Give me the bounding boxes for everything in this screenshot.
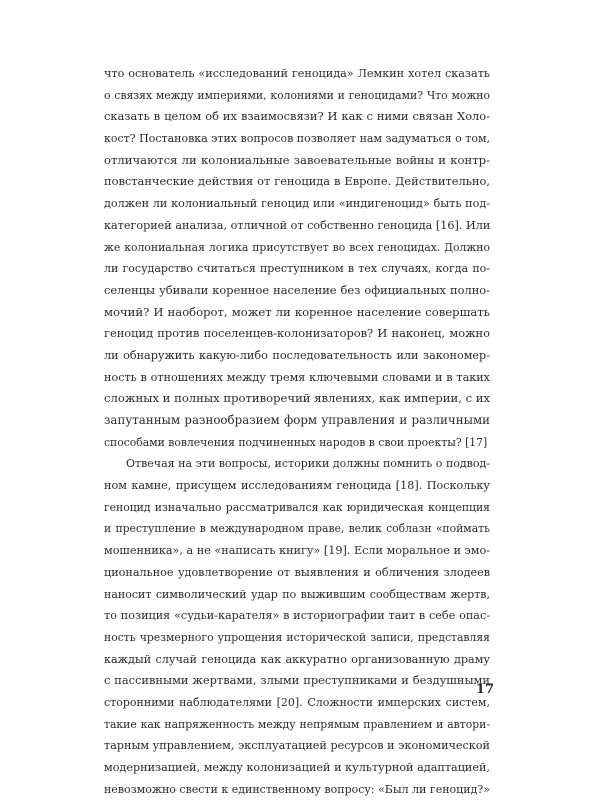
text-line: ность чрезмерного упрощения исторической записи, представляя: [104, 630, 490, 644]
text-line: отличаются ли колониальные завоевательные войны и контр-: [104, 152, 490, 167]
text-line: ном камне, присущем исследованиям геноцида [18]. Поскольку: [104, 479, 490, 493]
text-line: наносит символический удар по выжившим сообществам жертв,: [104, 587, 490, 601]
text-line: геноцид изначально рассматривался как юридическая концепция: [104, 500, 490, 514]
page-number: 17: [475, 682, 494, 697]
text-line: категорией анализа, отличной от собственно геноцида [16]. Или: [104, 218, 491, 232]
paragraph-1: [104, 63, 490, 453]
text-line: должен ли колониальный геноцид или «индигеноцид» быть под-: [104, 197, 490, 211]
text-line: каждый случай геноцида как аккуратно организованную драму: [104, 652, 490, 666]
text-line: сложных и полных противоречий явлениях, как империи, с их: [104, 391, 491, 406]
body-text: [104, 63, 490, 800]
text-line: ность в отношениях между тремя ключевыми словами и в таких: [104, 370, 490, 384]
text-line: же колониальная логика присутствует во всех геноцидах. Должно: [104, 240, 490, 254]
text-line: циональное удовлетворение от выявления и обличения злодеев: [104, 565, 490, 579]
text-line: запутанным разнообразием форм управления и различными: [104, 413, 490, 427]
text-line: Отвечая на эти вопросы, историки должны помнить о подвод-: [126, 457, 490, 471]
text-line: мочий? И наоборот, может ли коренное население совершать: [104, 304, 490, 319]
text-line: способами вовлечения подчиненных народов в свои проекты? [17]: [104, 435, 488, 449]
text-line: селенцы убивали коренное население без официальных полно-: [104, 282, 490, 297]
text-line: и преступление в международном праве, велик соблазн «поймать: [104, 522, 490, 536]
paragraph-2: [104, 453, 490, 800]
text-line: что основатель «исследований геноцида» Лемкин хотел сказать: [104, 67, 490, 80]
text-line: мошенника», а не «написать книгу» [19]. Если моральное и эмо-: [104, 544, 490, 558]
text-line: модернизацией, между колонизацией и культурной адаптацией,: [104, 761, 490, 774]
text-line: с пассивными жертвами, злыми преступниками и бездушными: [104, 673, 490, 688]
text-line: невозможно свести к единственному вопросу: «Был ли геноцид?»: [104, 782, 490, 796]
text-line: ли обнаружить какую-либо последовательность или закономер-: [104, 348, 490, 362]
text-line: то позиция «судьи-карателя» в историографии таит в себе опас-: [104, 609, 490, 623]
text-line: такие как напряженность между непрямым правлением и автори-: [104, 717, 490, 731]
text-line: кост? Постановка этих вопросов позволяет нам задуматься о том,: [104, 132, 490, 146]
text-line: сказать в целом об их взаимосвязи? И как с ними связан Холо-: [104, 109, 490, 124]
text-line: повстанческие действия от геноцида в Европе. Действительно,: [104, 174, 490, 189]
text-line: о связях между империями, колониями и геноцидами? Что можно: [104, 88, 490, 102]
text-line: геноцид против поселенцев-колонизаторов? И наконец, можно: [104, 326, 490, 341]
text-line: тарным управлением, эксплуатацией ресурсов и экономической: [104, 739, 490, 753]
text-line: ли государство считаться преступником в тех случаях, когда по-: [104, 262, 490, 276]
text-line: сторонними наблюдателями [20]. Сложности имперских систем,: [104, 695, 490, 709]
